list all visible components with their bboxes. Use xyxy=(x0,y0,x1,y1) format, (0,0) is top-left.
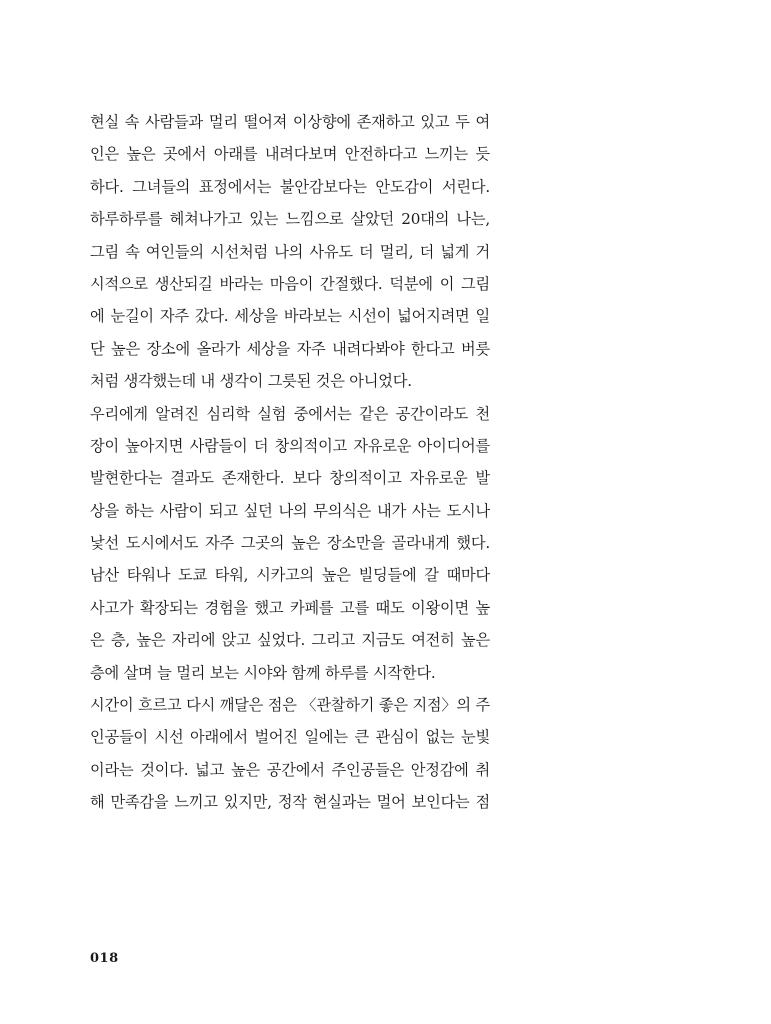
page-number: 018 xyxy=(90,951,119,966)
text-line: 그림 속 여인들의 시선처럼 나의 사유도 더 멀리, 더 넓게 거 xyxy=(90,242,490,261)
text-line: 하다. 그녀들의 표정에서는 불안감보다는 안도감이 서린다. xyxy=(90,177,490,196)
text-line: 은 층, 높은 자리에 앉고 싶었다. 그리고 지금도 여전히 높은 xyxy=(90,631,490,650)
text-line: 인은 높은 곳에서 아래를 내려다보며 안전하다고 느끼는 듯 xyxy=(90,145,490,164)
text-line: 에 눈길이 자주 갔다. 세상을 바라보는 시선이 넓어지려면 일 xyxy=(90,307,490,326)
text-line: 발현한다는 결과도 존재한다. 보다 창의적이고 자유로운 발 xyxy=(90,469,490,488)
text-line: 층에 살며 늘 멀리 보는 시야와 함께 하루를 시작한다. xyxy=(90,663,436,682)
text-line: 남산 타워나 도쿄 타워, 시카고의 높은 빌딩들에 갈 때마다 xyxy=(90,566,490,585)
text-line: 처럼 생각했는데 내 생각이 그릇된 것은 아니었다. xyxy=(90,372,412,391)
text-line: 상을 하는 사람이 되고 싶던 나의 무의식은 내가 사는 도시나 xyxy=(90,501,490,520)
text-line: 우리에게 알려진 심리학 실험 중에서는 같은 공간이라도 천 xyxy=(90,404,490,423)
text-line: 장이 높아지면 사람들이 더 창의적이고 자유로운 아이디어를 xyxy=(90,436,490,455)
text-line: 시적으로 생산되길 바라는 마음이 간절했다. 덕분에 이 그림 xyxy=(90,274,490,293)
text-line: 하루하루를 헤쳐나가고 있는 느낌으로 살았던 20대의 나는, xyxy=(90,210,490,229)
body-text xyxy=(90,106,490,819)
text-line: 사고가 확장되는 경험을 했고 카페를 고를 때도 이왕이면 높 xyxy=(90,598,490,617)
text-line: 이라는 것이다. 넓고 높은 공간에서 주인공들은 안정감에 취 xyxy=(90,760,490,779)
text-line: 해 만족감을 느끼고 있지만, 정작 현실과는 멀어 보인다는 점 xyxy=(90,793,490,812)
text-line: 낯선 도시에서도 자주 그곳의 높은 장소만을 골라내게 했다. xyxy=(90,534,490,553)
text-line: 현실 속 사람들과 멀리 떨어져 이상향에 존재하고 있고 두 여 xyxy=(90,113,490,131)
text-line: 인공들이 시선 아래에서 벌어진 일에는 큰 관심이 없는 눈빛 xyxy=(90,728,490,747)
text-line: 단 높은 장소에 올라가 세상을 자주 내려다봐야 한다고 버릇 xyxy=(90,339,490,358)
text-line: 시간이 흐르고 다시 깨달은 점은 〈관찰하기 좋은 지점〉의 주 xyxy=(90,696,490,715)
